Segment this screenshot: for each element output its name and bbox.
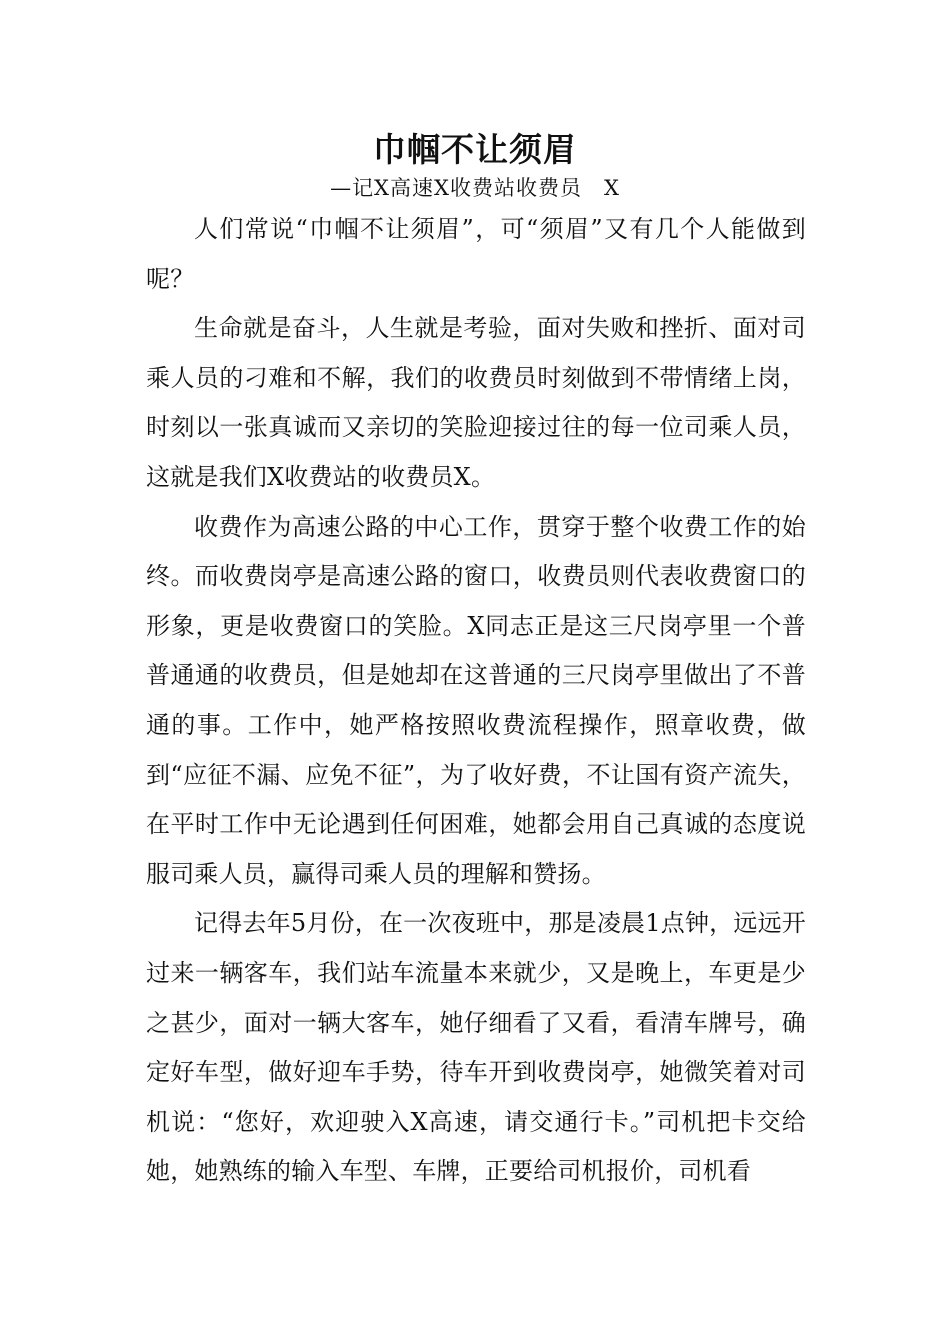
document-subtitle: —记X高速X收费站收费员 X xyxy=(330,176,620,200)
paragraph-2: 生命就是奋斗，人生就是考验，面对失败和挫折、面对司乘人员的刁难和不解，我们的收费员时刻做到不带情绪上岗，时刻以一张真诚而又亲切的笑脸迎接过往的每一位司乘人员，这就是我们X收费站的收费员X。 xyxy=(146,314,806,491)
paragraph-4: 记得去年5月份，在一次夜班中，那是凌晨1点钟，远远开过来一辆客车，我们站车流量本来就少，又是晚上，车更是少之甚少，面对一辆大客车，她仔细看了又看，看清车牌号，确定好车型，做好迎车手势，待车开到收费岗亭，她微笑着对司机说：“您好，欢迎驶入X高速，请交通行卡。”司机把卡交给她，她熟练的输入车型、车牌，正要给司机报价，司机看 xyxy=(146,909,806,1186)
paragraph-1: 人们常说“巾帼不让须眉”，可“须眉”又有几个人能做到呢？ xyxy=(146,215,806,293)
document-body xyxy=(146,205,806,1197)
paragraph-3: 收费作为高速公路的中心工作，贯穿于整个收费工作的始终。而收费岗亭是高速公路的窗口，收费员则代表收费窗口的形象，更是收费窗口的笑脸。X同志正是这三尺岗亭里一个普普通通的收费员，但是她却在这普通的三尺岗亭里做出了不普通的事。工作中，她严格按照收费流程操作，照章收费，做到“应征不漏、应免不征”，为了收好费，不让国有资产流失，在平时工作中无论遇到任何困难，她都会用自己真诚的态度说服司乘人员，赢得司乘人员的理解和赞扬。 xyxy=(146,512,806,888)
document-title: 巾帼不让须眉 xyxy=(373,130,577,169)
